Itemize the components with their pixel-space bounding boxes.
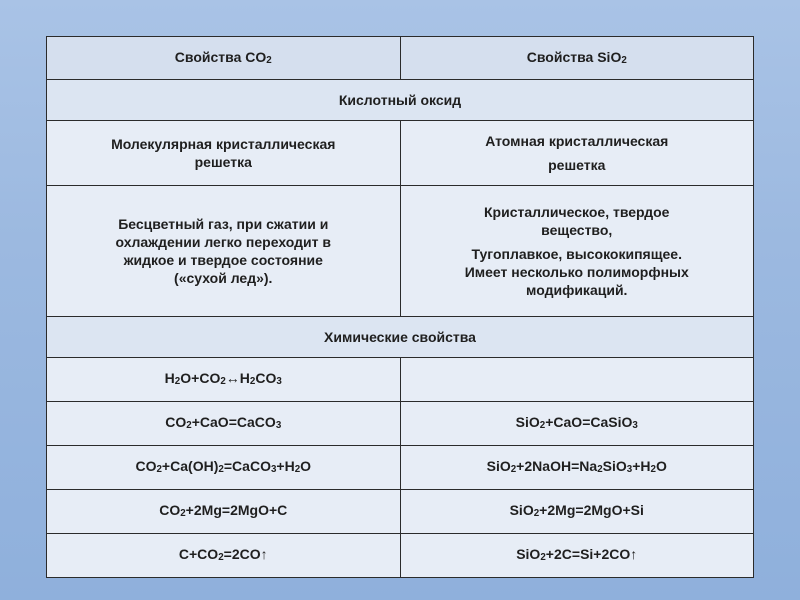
section-chemical-properties: Химические свойства [47, 317, 754, 358]
physical-co2-line: Бесцветный газ, при сжатии и [118, 216, 329, 232]
reaction-row [47, 490, 754, 534]
physical-sio2-line: Имеет несколько полиморфных [464, 264, 689, 280]
lattice-sio2-line: Атомная кристаллическая [485, 133, 669, 149]
reaction-co2: $CO_2+CaO=CaCO_3$ [47, 402, 401, 446]
reaction-co2: $H_2O+CO_2\leftrightarrow H_2CO_3$ [47, 358, 401, 402]
reaction-sio2: SiO$_2$+2C=Si+2CO↑ [400, 534, 754, 578]
section-row-chem [47, 317, 754, 358]
reaction-row [47, 534, 754, 578]
physical-sio2 [400, 186, 754, 317]
physical-sio2-line: модификаций. [526, 282, 628, 298]
reaction-sio2: $SiO_2+2NaOH=Na_2SiO_3+H_2O$ [400, 446, 754, 490]
lattice-sio2 [400, 121, 754, 186]
reaction-co2: $CO_2+Ca(OH)_2=CaCO_3+H_2O$ [47, 446, 401, 490]
physical-sio2-line: вещество, [541, 222, 613, 238]
reaction-row [47, 358, 754, 402]
reaction-sio2: SiO$_2$+2Mg=2MgO+Si [400, 490, 754, 534]
lattice-co2 [47, 121, 401, 186]
header-co2: Свойства $CO_2$ [47, 37, 401, 80]
physical-co2-line: («сухой лед»). [174, 270, 273, 286]
lattice-sio2-line: решетка [548, 157, 606, 173]
reaction-co2: $C+CO_2=2CO↑$ [47, 534, 401, 578]
physical-co2 [47, 186, 401, 317]
physical-sio2-line: Кристаллическое, твердое [484, 204, 670, 220]
physical-sio2-line: Тугоплавкое, высококипящее. [471, 246, 682, 262]
lattice-row [47, 121, 754, 186]
properties-table [46, 36, 754, 578]
reaction-co2: $CO_2+2Mg=2MgO+C$ [47, 490, 401, 534]
reaction-sio2: SiO$_2$+CaO=CaSiO$_3$ [400, 402, 754, 446]
physical-co2-line: жидкое и твердое состояние [123, 252, 323, 268]
reaction-sio2 [400, 358, 754, 402]
physical-co2-line: охлаждении легко переходит в [115, 234, 331, 250]
header-sio2: Свойства SiO$_2$ [400, 37, 754, 80]
section-acid-oxide: Кислотный оксид [47, 80, 754, 121]
lattice-co2-line: решетка [194, 154, 252, 170]
reaction-row [47, 446, 754, 490]
section-row-acid [47, 80, 754, 121]
reaction-row [47, 402, 754, 446]
header-row [47, 37, 754, 80]
lattice-co2-line: Молекулярная кристаллическая [111, 136, 336, 152]
physical-row [47, 186, 754, 317]
